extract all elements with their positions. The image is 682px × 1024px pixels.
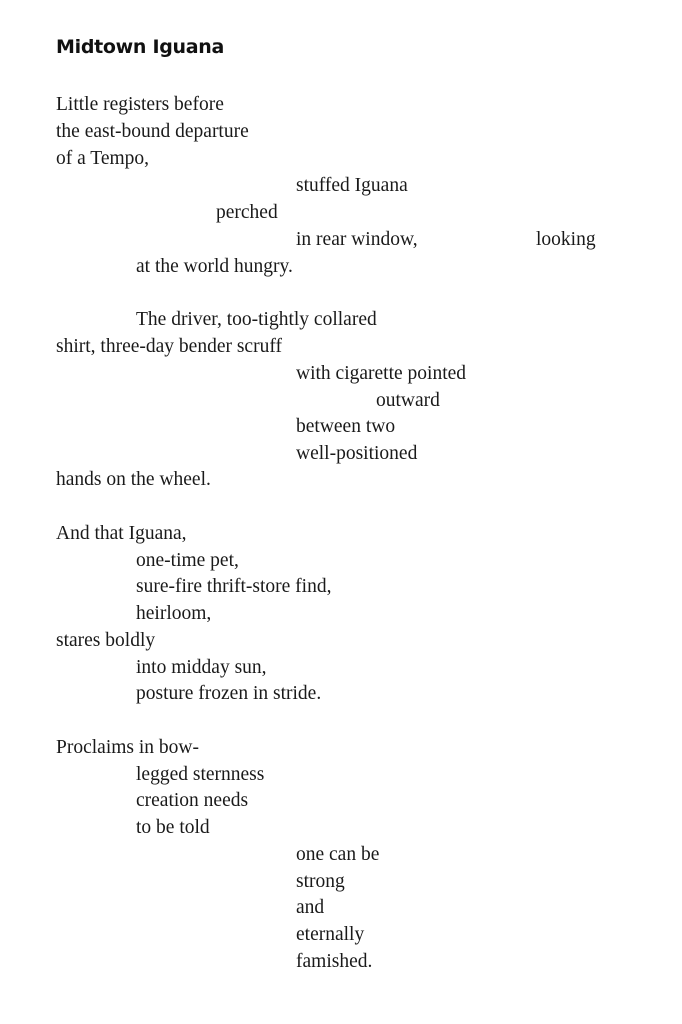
- poem-line: eternally: [296, 924, 365, 945]
- poem-line: into midday sun,: [136, 657, 267, 678]
- poem-line: and: [296, 897, 325, 918]
- poem-line: creation needs: [136, 790, 249, 811]
- poem-line: hands on the wheel.: [56, 469, 211, 490]
- poem-line: famished.: [296, 951, 373, 972]
- poem-line: The driver, too-tightly collared: [136, 309, 377, 330]
- poem-line: to be told: [136, 817, 210, 838]
- poem-line: one can be: [296, 844, 380, 865]
- poem-line: perched: [216, 202, 278, 223]
- poem-line: sure-fire thrift-store find,: [136, 576, 332, 597]
- poem-line: posture frozen in stride.: [136, 683, 322, 704]
- poem-line: Proclaims in bow-: [56, 737, 199, 758]
- poem-line: looking: [536, 229, 596, 250]
- poem-line: And that Iguana,: [56, 523, 187, 544]
- poem-line: the east-bound departure: [56, 121, 249, 142]
- poem-line: shirt, three-day bender scruff: [56, 336, 282, 357]
- poem-line: outward: [376, 390, 440, 411]
- poem-line: Little registers before: [56, 94, 224, 115]
- poem-title: Midtown Iguana: [56, 36, 225, 58]
- poem-line: between two: [296, 416, 396, 437]
- poem-line: stares boldly: [56, 630, 156, 651]
- poem-line: heirloom,: [136, 603, 212, 624]
- poem-line: strong: [296, 871, 345, 892]
- poem-line: stuffed Iguana: [296, 175, 408, 196]
- poem-line: at the world hungry.: [136, 256, 293, 277]
- poem-line: well-positioned: [296, 443, 418, 464]
- poem-line: with cigarette pointed: [296, 363, 467, 384]
- poem-line: one-time pet,: [136, 550, 239, 571]
- poem-line: of a Tempo,: [56, 148, 150, 169]
- poem-line: legged sternness: [136, 764, 265, 785]
- poem-line: in rear window,: [296, 229, 418, 250]
